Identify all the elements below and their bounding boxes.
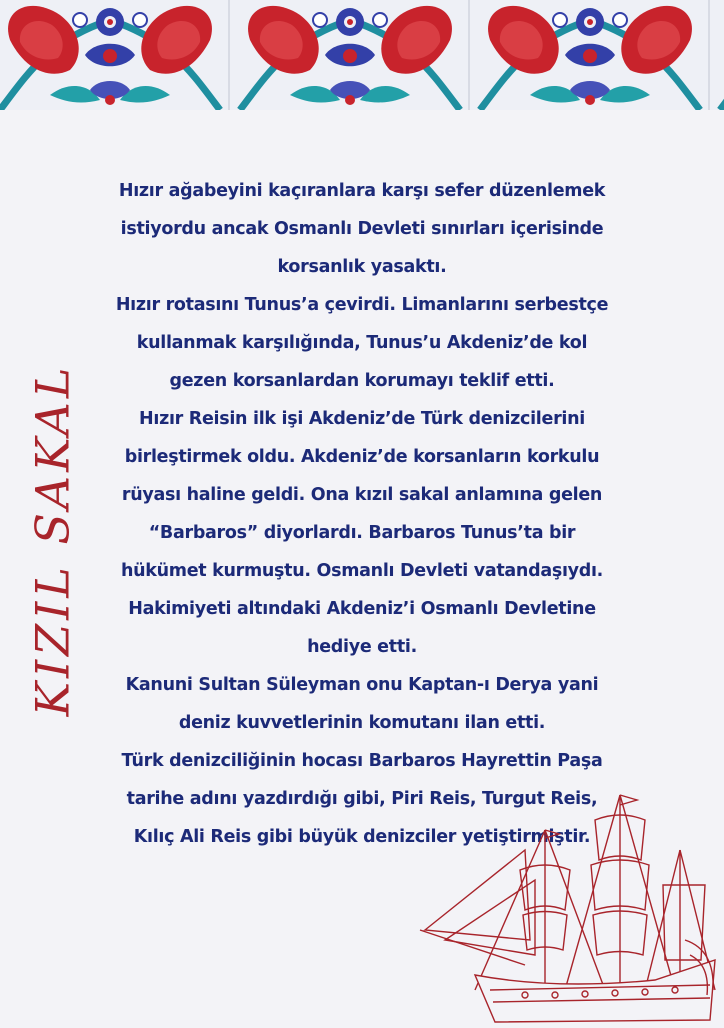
sailing-ship-illustration xyxy=(415,790,724,1024)
side-title xyxy=(12,360,92,720)
paragraph-3: Hızır Reisin ilk işi Akdeniz’de Türk denizcilerini birleştirmek oldu. Akdeniz’de korsanların korkulu rüyası haline geldi. Ona kızıl sakal anlamına gelen “Barbaros” diyorlardı. Barbaros Tunus’ta bir hükümet kurmuştu. Osmanlı Devleti vatandaşıydı. Hakimiyeti altındaki Akdeniz’i Osmanlı Devletine hediye etti. xyxy=(120,409,604,657)
iznik-tile-border xyxy=(0,0,724,110)
paragraph-1: Hızır ağabeyini kaçıranlara karşı sefer düzenlemek istiyordu ancak Osmanlı Devleti sınırları içerisinde korsanlık yasaktı. xyxy=(118,181,606,277)
side-title-text: KIZIL SAKAL xyxy=(25,363,79,717)
paragraph-4: Kanuni Sultan Süleyman onu Kaptan-ı Derya yani deniz kuvvetlerinin komutanı ilan etti. xyxy=(125,675,599,733)
story-text xyxy=(112,172,612,856)
paragraph-5: Türk denizciliğinin hocası Barbaros Hayrettin Paşa tarihe adını yazdırdığı gibi, Piri Reis, Turgut Reis, Kılıç Ali Reis gibi büyük denizciler yetiştirmiştir. xyxy=(121,751,603,847)
paragraph-2: Hızır rotasını Tunus’a çevirdi. Limanlarını serbestçe kullanmak karşılığında, Tunus’u Akdeniz’de kol gezen korsanlardan korumayı teklif etti. xyxy=(115,295,609,391)
